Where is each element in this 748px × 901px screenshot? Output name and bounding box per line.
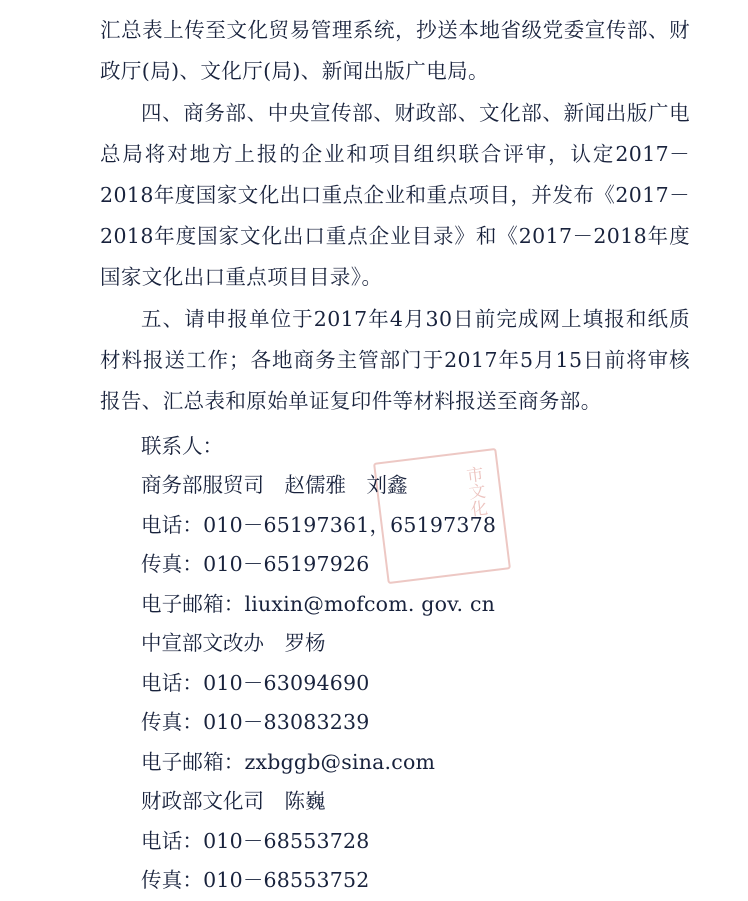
- contact-fax: 传真：010－65197926: [141, 552, 370, 576]
- contacts-heading: 联系人：: [141, 434, 223, 458]
- contact-group-finance: [100, 782, 690, 901]
- paragraph-item-four: 四、商务部、中央宣传部、财政部、文化部、新闻出版广电总局将对地方上报的企业和项目组织联合评审，认定2017－2018年度国家文化出口重点企业和重点项目，并发布《2017－2018年度国家文化出口重点企业目录》和《2017－2018年度国家文化出口重点项目目录》。: [100, 101, 690, 289]
- contact-phone: 电话：010－68553728: [141, 828, 370, 853]
- contact-org: 商务部服贸司 赵儒雅 刘鑫: [141, 473, 408, 497]
- document-body: [100, 10, 690, 901]
- contact-fax: 传真：010－68553752: [141, 868, 370, 892]
- paragraph-item-five: 五、请申报单位于2017年4月30日前完成网上填报和纸质材料报送工作；各地商务主管部门于2017年5月15日前将审核报告、汇总表和原始单证复印件等材料报送至商务部。: [100, 307, 690, 413]
- paragraph-continuation: 汇总表上传至文化贸易管理系统，抄送本地省级党委宣传部、财政厅(局)、文化厅(局)、新闻出版广电局。: [100, 18, 690, 83]
- contact-group-propaganda: [100, 624, 690, 782]
- contact-fax: 传真：010－83083239: [141, 710, 370, 734]
- contact-phone: 电话：010－65197361，65197378: [141, 512, 497, 537]
- contact-org: 中宣部文改办 罗杨: [141, 631, 326, 655]
- contact-phone: 电话：010－63094690: [141, 670, 370, 695]
- contact-email: 电子邮箱：zxbggb@sina.com: [141, 749, 436, 774]
- red-seal-text: 市文化: [461, 464, 488, 519]
- contact-group-mofcom: [100, 466, 690, 624]
- contact-email: 电子邮箱：liuxin@mofcom. gov. cn: [141, 591, 496, 616]
- contact-org: 财政部文化司 陈巍: [141, 789, 326, 813]
